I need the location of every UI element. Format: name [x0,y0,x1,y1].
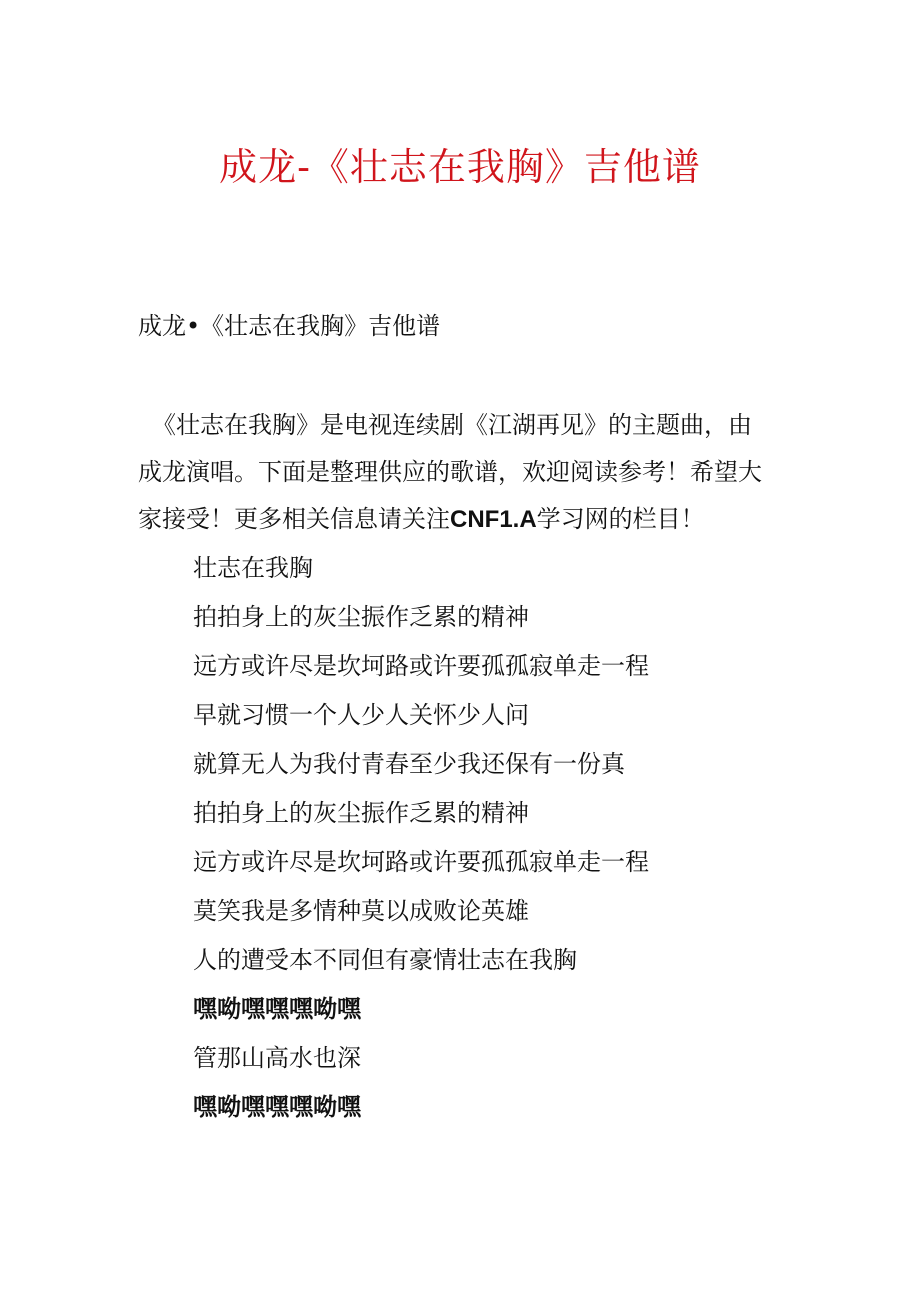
intro-line-2: 成龙演唱。下面是整理供应的歌谱，欢迎阅读参考！希望大 [138,458,762,486]
lyric-line: 壮志在我胸 [193,554,313,582]
intro-line-1: 《壮志在我胸》是电视连续剧《江湖再见》的主题曲，由 [152,411,752,439]
lyrics-list [193,546,793,1134]
lyric-line: 管那山高水也深 [193,1044,361,1072]
intro-line-3-before: 家接受！更多相关信息请关注 [138,505,450,533]
intro-line-3 [138,496,778,543]
lyric-line: 就算无人为我付青春至少我还保有一份真 [193,750,625,778]
lyric-line: 嘿呦嘿嘿嘿呦嘿 [193,1093,361,1121]
lyric-line: 远方或许尽是坎坷路或许要孤孤寂单走一程 [193,652,649,680]
page-title: 成龙-《壮志在我胸》吉他谱 [219,145,701,189]
lyric-line: 莫笑我是多情种莫以成败论英雄 [193,897,529,925]
document-subtitle: 成龙•《壮志在我胸》吉他谱 [138,312,441,340]
lyric-line: 嘿呦嘿嘿嘿呦嘿 [193,995,361,1023]
intro-paragraph [138,402,778,543]
intro-line-3-after: 学习网的栏目！ [536,505,705,533]
lyric-line: 人的遭受本不同但有豪情壮志在我胸 [193,946,577,974]
lyric-line: 拍拍身上的灰尘振作乏累的精神 [193,799,529,827]
lyric-line: 早就习惯一个人少人关怀少人问 [193,701,529,729]
lyric-line: 拍拍身上的灰尘振作乏累的精神 [193,603,529,631]
site-name: CNF1.A [450,506,537,533]
lyric-line: 远方或许尽是坎坷路或许要孤孤寂单走一程 [193,848,649,876]
